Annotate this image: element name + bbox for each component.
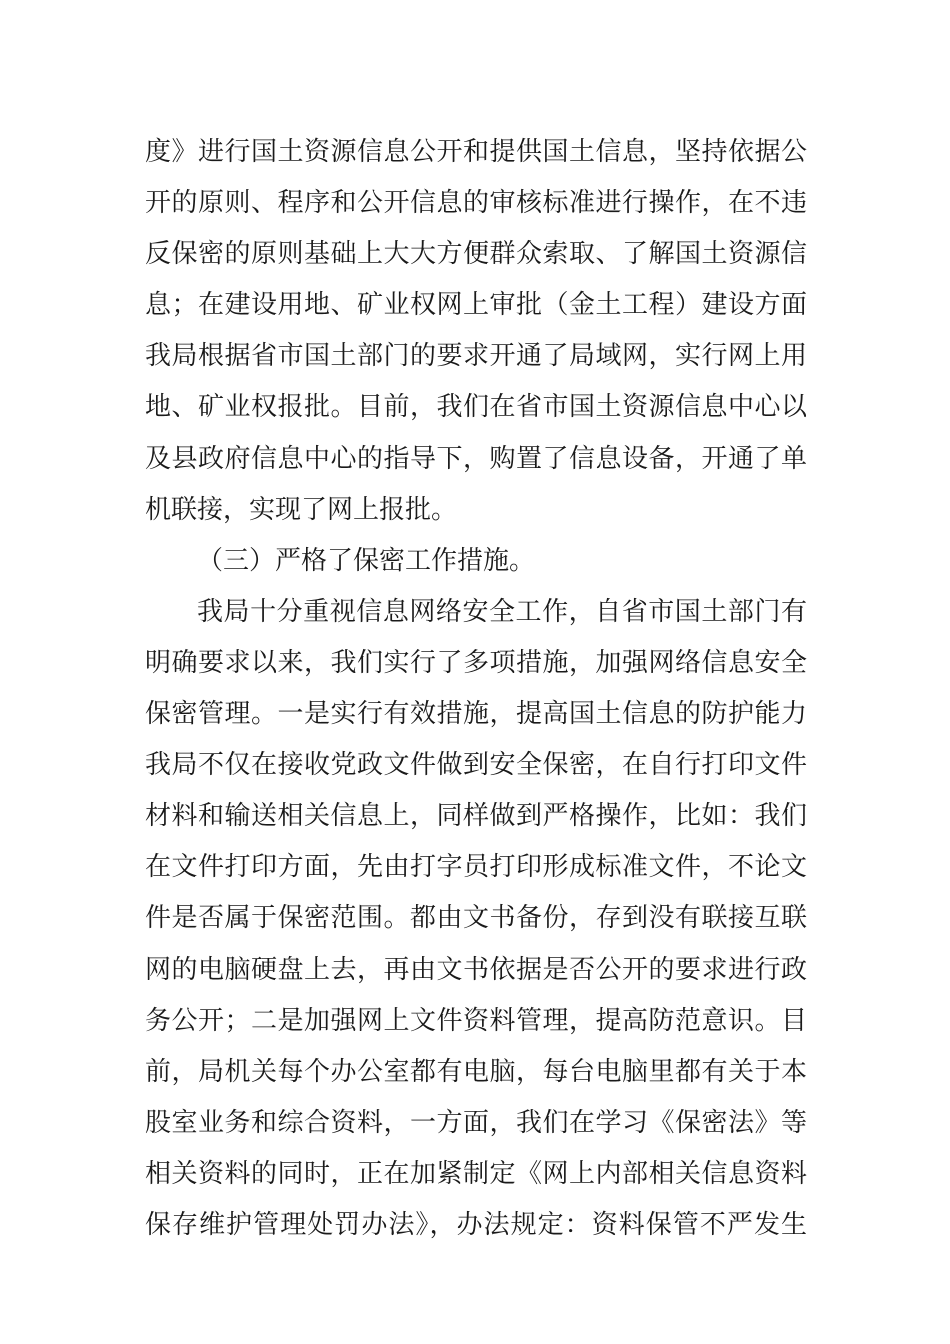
text-line: 件是否属于保密范围。都由文书备份，存到没有联接互联: [145, 903, 807, 934]
text-line: 地、矿业权报批。目前，我们在省市国土资源信息中心以: [145, 392, 807, 423]
text-line: 我局根据省市国土部门的要求开通了局域网，实行网上用: [145, 341, 807, 372]
text-line: 我局十分重视信息网络安全工作，自省市国土部门有: [197, 596, 807, 627]
text-line: 保存维护管理处罚办法》，办法规定：资料保管不严发生: [145, 1209, 807, 1240]
text-line: 材料和输送相关信息上，同样做到严格操作，比如：我们: [145, 801, 807, 832]
section-heading: （三）严格了保密工作措施。: [197, 545, 536, 576]
text-line: 保密管理。一是实行有效措施，提高国土信息的防护能力: [145, 699, 807, 730]
text-line: 前，局机关每个办公室都有电脑，每台电脑里都有关于本: [145, 1056, 807, 1087]
text-line: 息；在建设用地、矿业权网上审批（金土工程）建设方面: [145, 290, 807, 321]
text-line: 度》进行国土资源信息公开和提供国土信息，坚持依据公: [145, 137, 807, 167]
text-line: 在文件打印方面，先由打字员打印形成标准文件，不论文: [145, 852, 807, 883]
text-line: 网的电脑硬盘上去，再由文书依据是否公开的要求进行政: [145, 954, 807, 985]
text-line: 开的原则、程序和公开信息的审核标准进行操作，在不违: [145, 188, 807, 219]
text-line: 明确要求以来，我们实行了多项措施，加强网络信息安全: [145, 647, 807, 678]
body-text: [145, 127, 807, 1251]
text-line: 机联接，实现了网上报批。: [145, 494, 458, 525]
text-line: 股室业务和综合资料，一方面，我们在学习《保密法》等: [145, 1107, 807, 1138]
text-line: 反保密的原则基础上大大方便群众索取、了解国土资源信: [145, 239, 807, 270]
text-line: 相关资料的同时，正在加紧制定《网上内部相关信息资料: [145, 1158, 807, 1189]
text-line: 务公开；二是加强网上文件资料管理，提高防范意识。目: [145, 1005, 807, 1036]
text-line: 及县政府信息中心的指导下，购置了信息设备，开通了单: [145, 443, 807, 474]
text-line: 我局不仅在接收党政文件做到安全保密，在自行打印文件: [145, 750, 807, 781]
